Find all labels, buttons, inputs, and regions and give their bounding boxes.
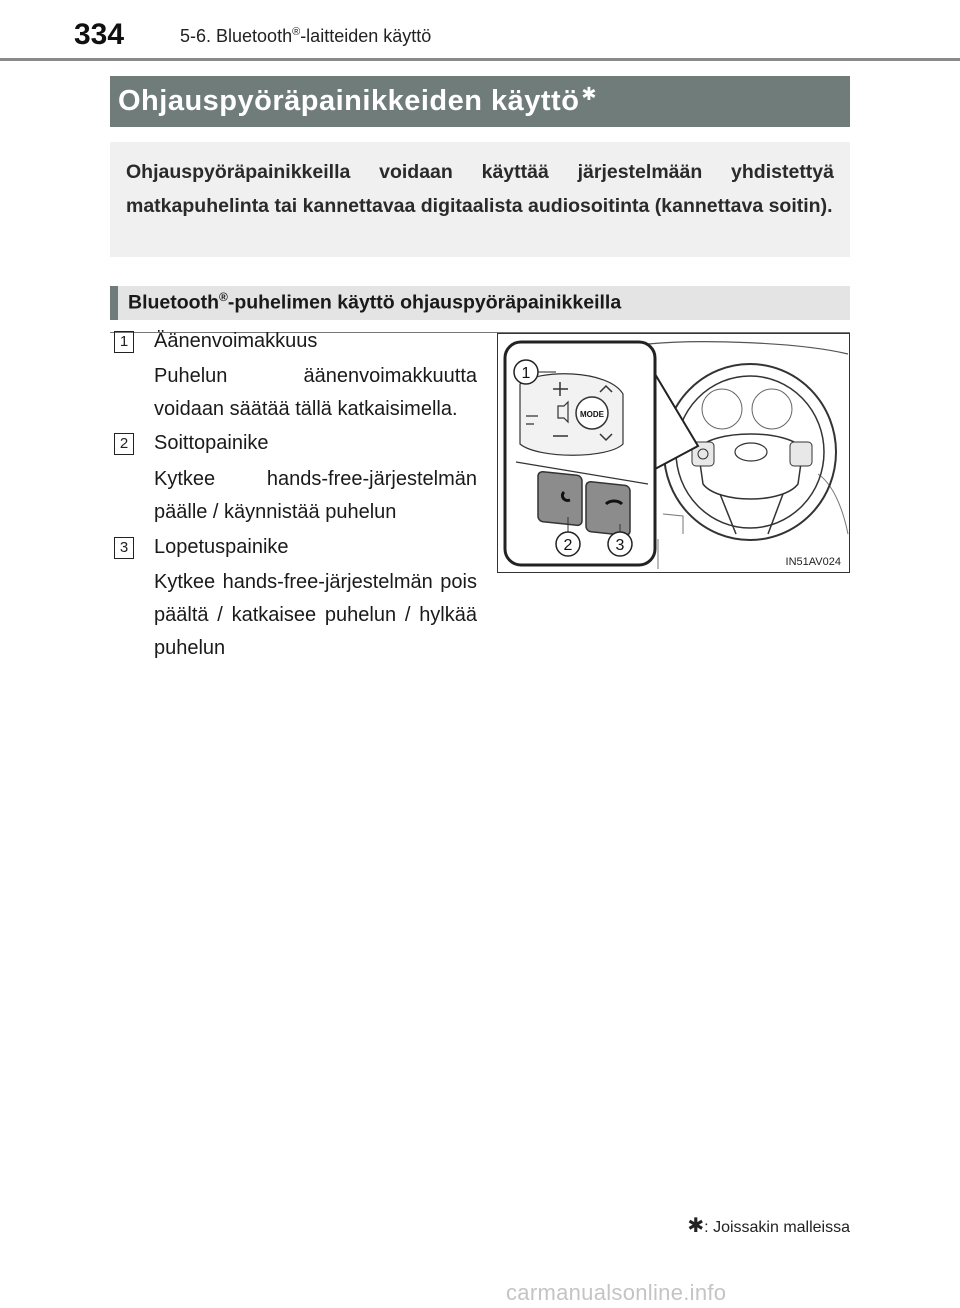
section-title-suffix: -laitteiden käyttö — [300, 26, 432, 46]
item-number-2: 2 — [114, 433, 134, 455]
mode-button-label: MODE — [580, 410, 604, 419]
registered-mark: ® — [292, 26, 301, 38]
section-title-prefix: 5-6. Bluetooth — [180, 26, 293, 46]
steering-wheel-illustration — [497, 333, 850, 573]
main-heading-text: Ohjauspyöräpainikkeiden käyttö — [118, 85, 580, 117]
callout-3: 3 — [615, 537, 625, 554]
item-number-1: 1 — [114, 331, 134, 353]
main-heading — [110, 76, 850, 127]
page-number: 334 — [74, 18, 125, 51]
callout-2: 2 — [563, 537, 573, 554]
section-title — [180, 26, 431, 47]
item-title-call-button: Soittopainike — [154, 432, 269, 454]
callout-1: 1 — [521, 365, 531, 382]
intro-box: Ohjauspyöräpainikkeilla voidaan käyttää järjestelmään yhdistettyä matkapuhelinta tai kannettavaa digitaalista audiosoitinta (kannettava soitin). — [110, 142, 850, 257]
sub-heading — [110, 286, 850, 320]
footnote — [687, 1213, 850, 1238]
asterisk-icon: ✱ — [581, 84, 598, 104]
registered-mark: ® — [218, 290, 228, 304]
sub-heading-suffix: -puhelimen käyttö ohjauspyöräpainikkeilla — [227, 291, 622, 314]
asterisk-icon: ✱ — [687, 1215, 705, 1237]
watermark: carmanualsonline.info — [506, 1280, 727, 1305]
page-header — [0, 0, 960, 62]
item-title-end-button: Lopetuspainike — [154, 536, 289, 558]
steering-wheel-drawing — [498, 334, 850, 573]
sub-heading-prefix: Bluetooth — [128, 291, 219, 314]
item-description-volume: Puhelun äänenvoimakkuutta voidaan säätää tällä katkaisimella. — [154, 365, 477, 420]
item-title-volume: Äänenvoimakkuus — [154, 330, 318, 352]
footnote-text: : Joissakin malleissa — [704, 1219, 850, 1236]
header-divider — [0, 58, 960, 61]
image-code: IN51AV024 — [785, 556, 841, 568]
item-number-3: 3 — [114, 537, 134, 559]
item-description-call-button: Kytkee hands-free-järjestelmän päälle / käynnistää puhelun — [154, 468, 477, 523]
item-description-end-button: Kytkee hands-free-järjestelmän pois päältä / katkaisee puhelun / hylkää puhelun — [154, 571, 477, 659]
